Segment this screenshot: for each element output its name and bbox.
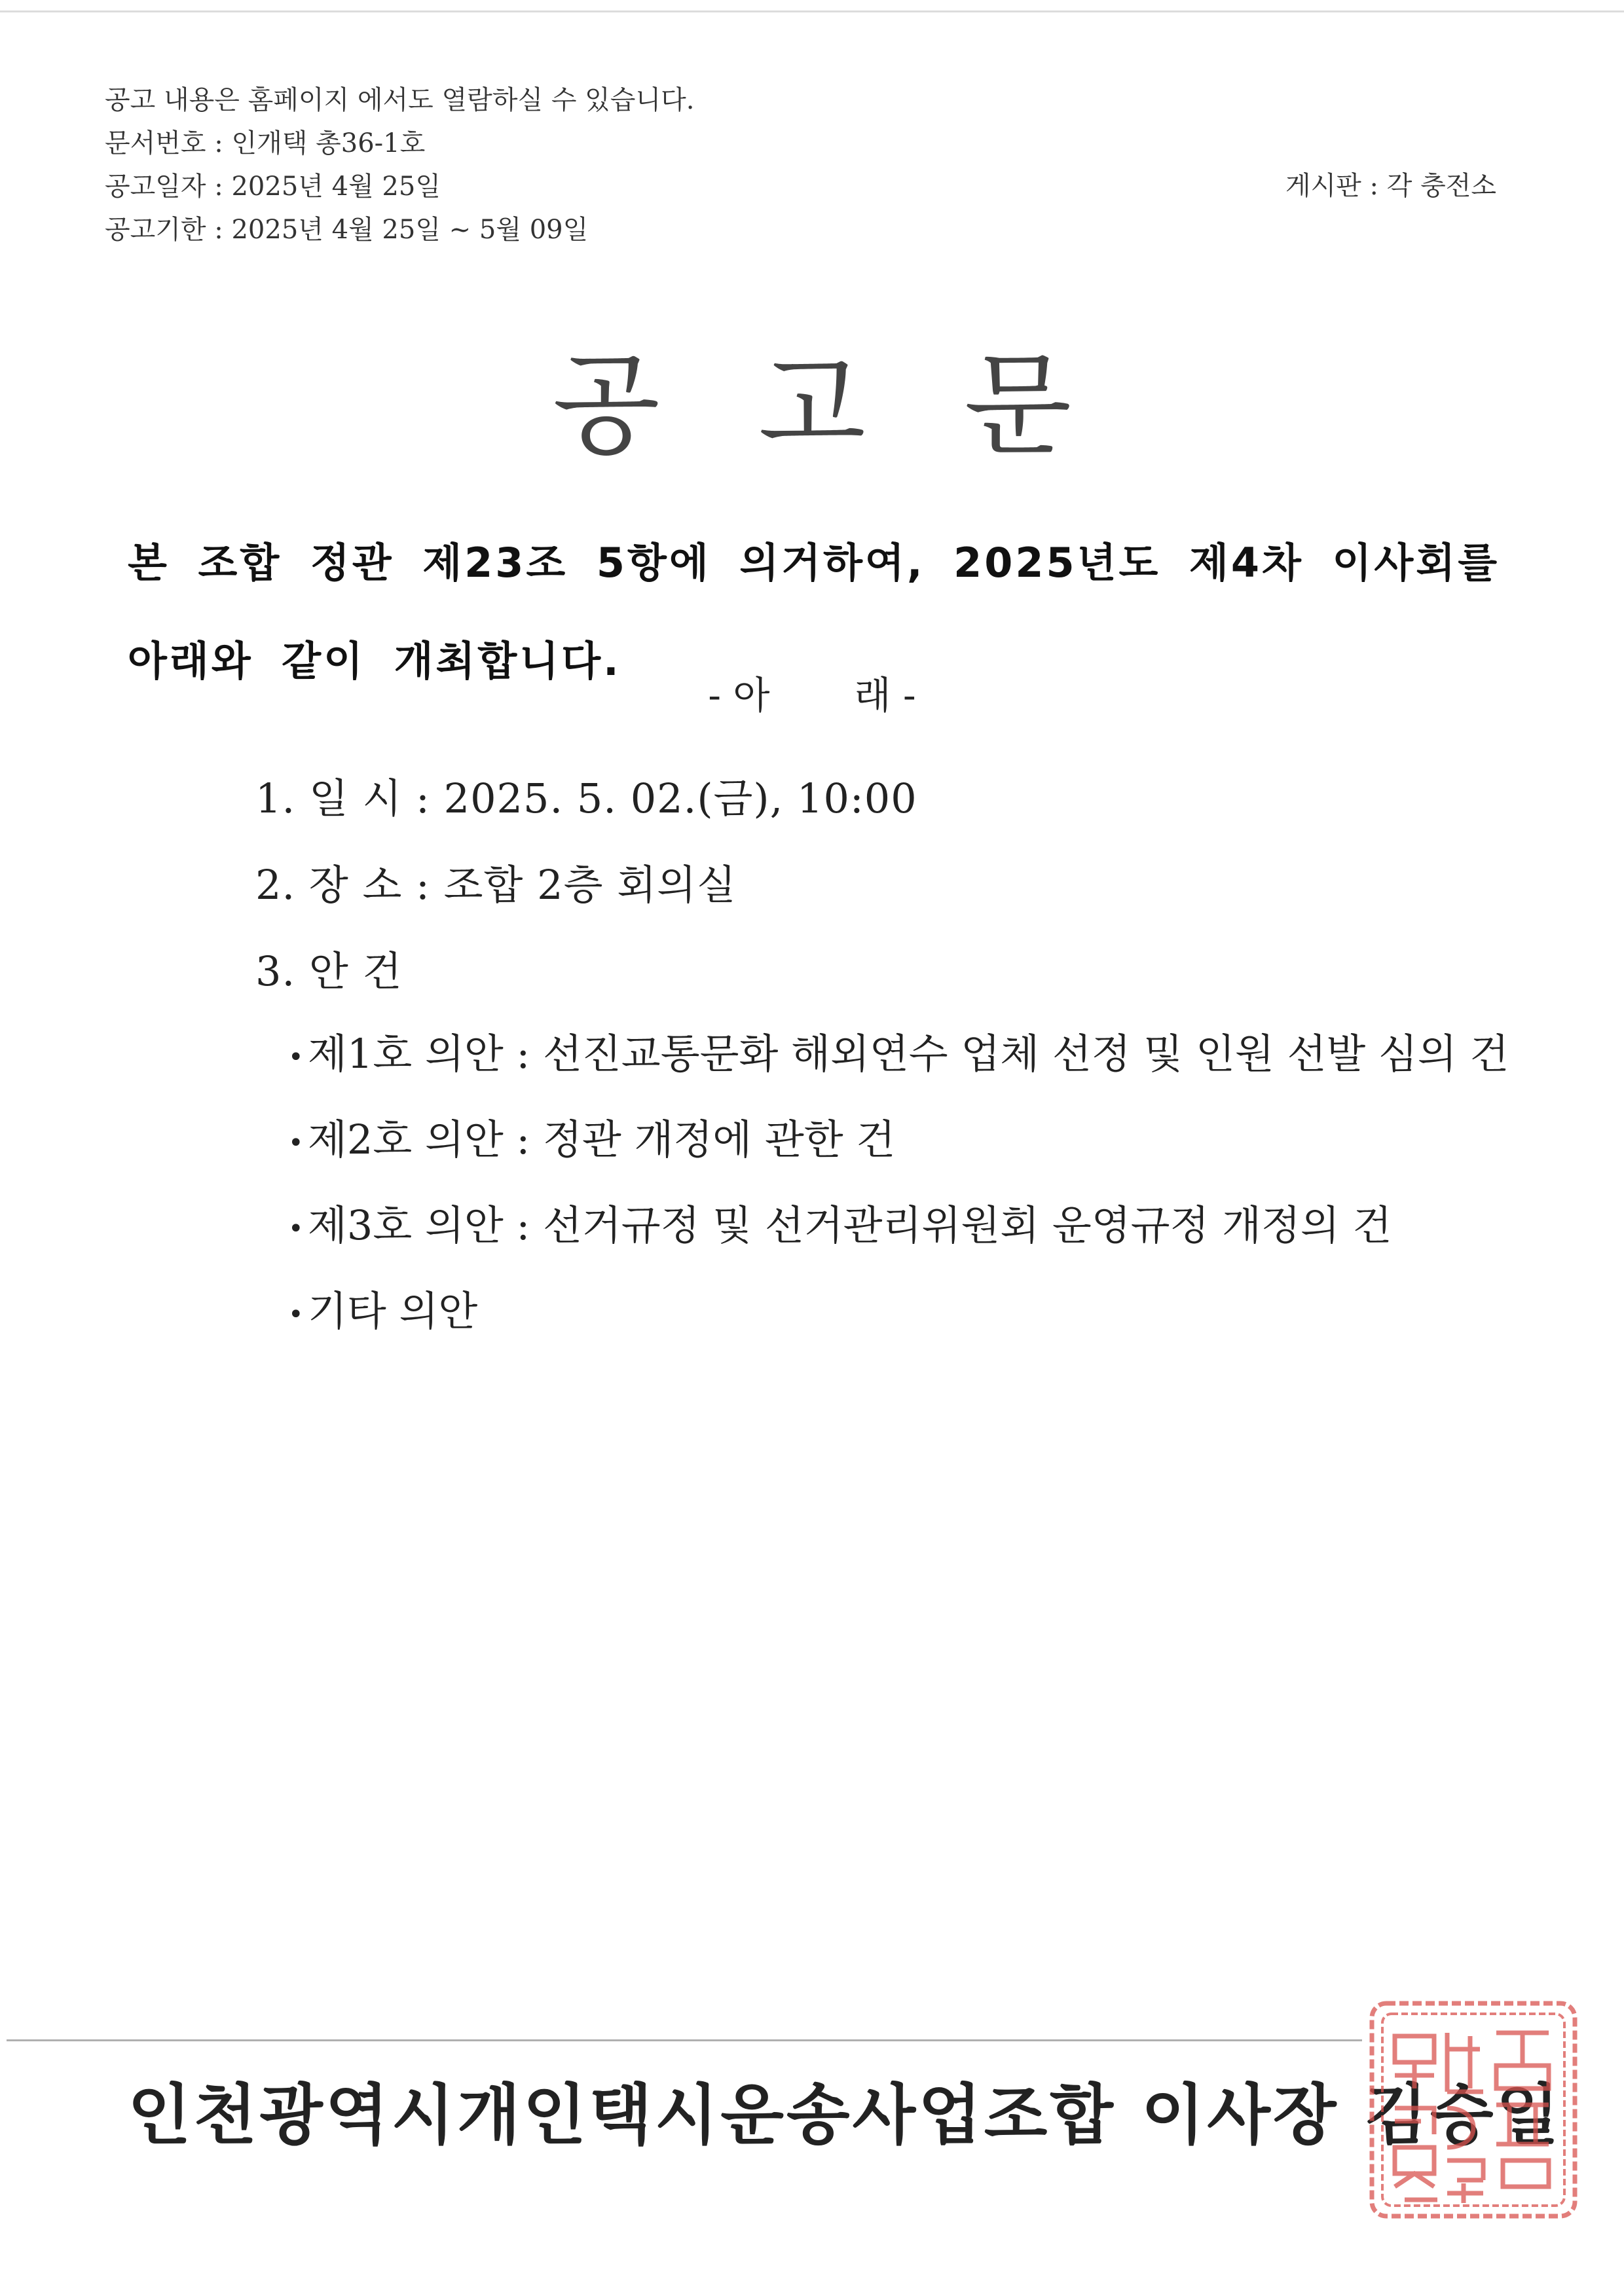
notice-period: 공고기한 : 2025년 4월 25일 ~ 5월 09일 [105, 215, 589, 245]
agenda-item [288, 1028, 1509, 1114]
issuer-signature-line: 인천광역시개인택시운송사업조합 이사장 김승일 [128, 2077, 1562, 2153]
agenda-item [288, 1285, 1509, 1371]
item-location: 2. 장 소 : 조합 2층 회의실 [255, 861, 737, 909]
bullet-icon: • [288, 1299, 304, 1330]
official-seal-icon [1365, 1997, 1581, 2223]
notice-items [255, 773, 917, 1032]
agenda-item-label: 제2호 의안 : 정관 개정에 관한 건 [308, 1116, 896, 1163]
bullet-icon: • [288, 1042, 304, 1072]
item-datetime: 1. 일 시 : 2025. 5. 02.(금), 10:00 [255, 774, 917, 822]
below-marker: - 아 래 - [708, 673, 916, 718]
agenda-item-label: 제3호 의안 : 선거규정 및 선거관리위원회 운영규정 개정의 건 [308, 1201, 1392, 1249]
board-location: 게시판 : 각 충전소 [1285, 171, 1496, 201]
agenda-item-label: 기타 의안 [308, 1287, 478, 1335]
intro-paragraph: 본 조합 정관 제23조 5항에 의거하여, 2025년도 제4차 이사회를 아래와 같이 개최합니다. [128, 539, 1500, 685]
notice-date: 공고일자 : 2025년 4월 25일 [105, 172, 441, 202]
agenda-list [288, 1028, 1509, 1371]
agenda-item [288, 1114, 1509, 1199]
item-agenda-heading: 3. 안 건 [255, 947, 403, 995]
bullet-icon: • [288, 1127, 304, 1158]
bullet-icon: • [288, 1213, 304, 1244]
page-title: 공고문 [552, 341, 1170, 471]
header-info [105, 79, 694, 251]
footer-divider [7, 2039, 1362, 2041]
agenda-item [288, 1199, 1509, 1285]
document-number: 문서번호 : 인개택 총36-1호 [105, 128, 426, 158]
homepage-note: 공고 내용은 홈페이지 에서도 열람하실 수 있습니다. [105, 85, 695, 115]
agenda-item-label: 제1호 의안 : 선진교통문화 해외연수 업체 선정 및 인원 선발 심의 건 [308, 1030, 1509, 1078]
scan-edge [0, 10, 1624, 12]
